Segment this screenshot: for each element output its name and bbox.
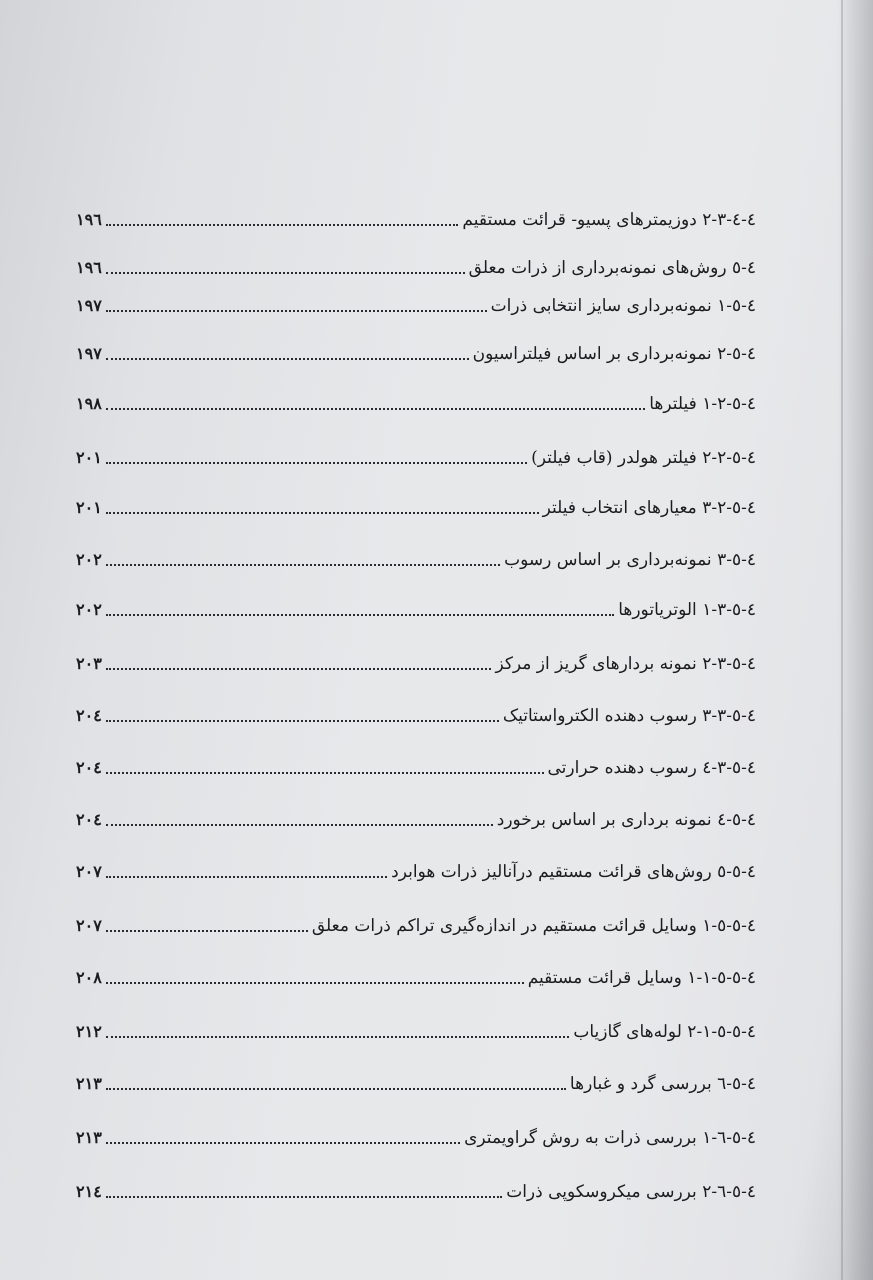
toc-entry-page: ٢٠٧: [76, 862, 102, 881]
toc-entry-title: ٤-٥-٣ نمونه‌برداری بر اساس رسوب: [504, 550, 756, 570]
toc-entry-title: ٤-٥-٢-٢ فیلتر هولدر (قاب فیلتر): [531, 448, 756, 468]
toc-dot-leader: [106, 461, 527, 464]
toc-entry-page: ١٩٨: [76, 394, 102, 413]
toc-dot-leader: [106, 407, 645, 410]
toc-entry-title: ٤-٥-٦-٢ بررسی میکروسکوپی ذرات: [506, 1182, 756, 1202]
toc-entry-title: ٤-٥-٢-٣ معیارهای انتخاب فیلتر: [542, 498, 756, 518]
toc-entry: [76, 434, 756, 468]
toc-entry: [76, 196, 756, 230]
toc-dot-leader: [106, 357, 469, 360]
toc-dot-leader: [106, 719, 499, 722]
toc-entry-page: ١٩٦: [76, 258, 102, 277]
toc-entry-page: ١٩٧: [76, 344, 102, 363]
toc-dot-leader: [106, 1035, 570, 1038]
toc-entry-page: ١٩٦: [76, 210, 102, 229]
toc-dot-leader: [106, 823, 493, 826]
toc-entry-title: ٤-٥-٣-٢ نمونه بردارهای گریز از مرکز: [495, 654, 756, 674]
toc-dot-leader: [106, 613, 614, 616]
toc-entry: [76, 484, 756, 518]
toc-entry-title: ٤-٥-٣-٤ رسوب دهنده حرارتی: [547, 758, 756, 778]
toc-entry-title: ٤-٥-٢-١ فیلترها: [649, 394, 756, 414]
toc-entry-title: ٤-٤-٣-٢ دوزیمترهای پسیو- قرائت مستقیم: [462, 210, 756, 230]
toc-entry-page: ٢٠٧: [76, 916, 102, 935]
toc-entry-title: ٤-٥-٥-١ وسایل قرائت مستقیم در اندازه‌گیری تراکم ذرات معلق: [311, 916, 756, 936]
toc-entry-page: ٢٠٤: [76, 810, 102, 829]
toc-dot-leader: [106, 1195, 502, 1198]
toc-entry: [76, 902, 756, 936]
toc-dot-leader: [106, 511, 539, 514]
toc-entry-page: ٢١٢: [76, 1022, 102, 1041]
toc-entry-title: ٤-٥-٥-١-١ وسایل قرائت مستقیم: [527, 968, 756, 988]
toc-entry: [76, 744, 756, 778]
toc-entry-title: ٤-٥-٤ نمونه برداری بر اساس برخورد: [496, 810, 756, 830]
toc-dot-leader: [106, 981, 524, 984]
toc-entry: [76, 1060, 756, 1094]
toc-entry: [76, 848, 756, 882]
toc-dot-leader: [106, 875, 387, 878]
toc-dot-leader: [106, 771, 544, 774]
toc-entry: [76, 330, 756, 364]
toc-entry-page: ٢٠٢: [76, 600, 102, 619]
toc-entry-page: ٢١٣: [76, 1128, 102, 1147]
toc-entry-title: ٤-٥-٦-١ بررسی ذرات به روش گراویمتری: [464, 1128, 756, 1148]
toc-entry-page: ٢٠٤: [76, 706, 102, 725]
toc-entry-title: ٤-٥-٦ بررسی گرد و غبارها: [569, 1074, 756, 1094]
toc-entry: [76, 796, 756, 830]
toc-entry: [76, 244, 756, 278]
toc-entry: [76, 692, 756, 726]
toc-entry-title: ٤-٥ روش‌های نمونه‌برداری از ذرات معلق: [468, 258, 756, 278]
toc-entry-page: ١٩٧: [76, 296, 102, 315]
toc-entry-page: ٢٠٢: [76, 550, 102, 569]
toc-dot-leader: [106, 1087, 566, 1090]
toc-entry-page: ٢٠٤: [76, 758, 102, 777]
toc-entry: [76, 586, 756, 620]
toc-dot-leader: [106, 667, 492, 670]
toc-entry-page: ٢٠٨: [76, 968, 102, 987]
toc-entry-title: ٤-٥-٣-١ الوتریاتورها: [618, 600, 756, 620]
toc-entry-title: ٤-٥-٣-٣ رسوب دهنده الکترواستاتیک: [502, 706, 756, 726]
toc-entry-title: ٤-٥-٥ روش‌های قرائت مستقیم درآنالیز ذرات هوابرد: [391, 862, 756, 882]
toc-entry: [76, 1114, 756, 1148]
toc-dot-leader: [106, 309, 487, 312]
toc-entry-title: ٤-٥-٥-١-٢ لوله‌های گازیاب: [573, 1022, 756, 1042]
toc-dot-leader: [106, 1141, 460, 1144]
toc-entry: [76, 282, 756, 316]
toc-entry: [76, 1008, 756, 1042]
toc-dot-leader: [106, 929, 308, 932]
toc-entry: [76, 1168, 756, 1202]
toc-entry: [76, 954, 756, 988]
toc-dot-leader: [106, 563, 500, 566]
toc-dot-leader: [106, 271, 465, 274]
toc-entry-title: ٤-٥-٢ نمونه‌برداری بر اساس فیلتراسیون: [472, 344, 756, 364]
toc-entry: [76, 380, 756, 414]
toc-entry-page: ٢٠٣: [76, 654, 102, 673]
toc-entry-title: ٤-٥-١ نمونه‌برداری سایز انتخابی ذرات: [490, 296, 756, 316]
toc-dot-leader: [106, 223, 459, 226]
toc-entry-page: ٢١٤: [76, 1182, 102, 1201]
toc-entry: [76, 536, 756, 570]
toc-entry-page: ٢١٣: [76, 1074, 102, 1093]
toc-entry: [76, 640, 756, 674]
toc-entry-page: ٢٠١: [76, 448, 102, 467]
toc-entry-page: ٢٠١: [76, 498, 102, 517]
